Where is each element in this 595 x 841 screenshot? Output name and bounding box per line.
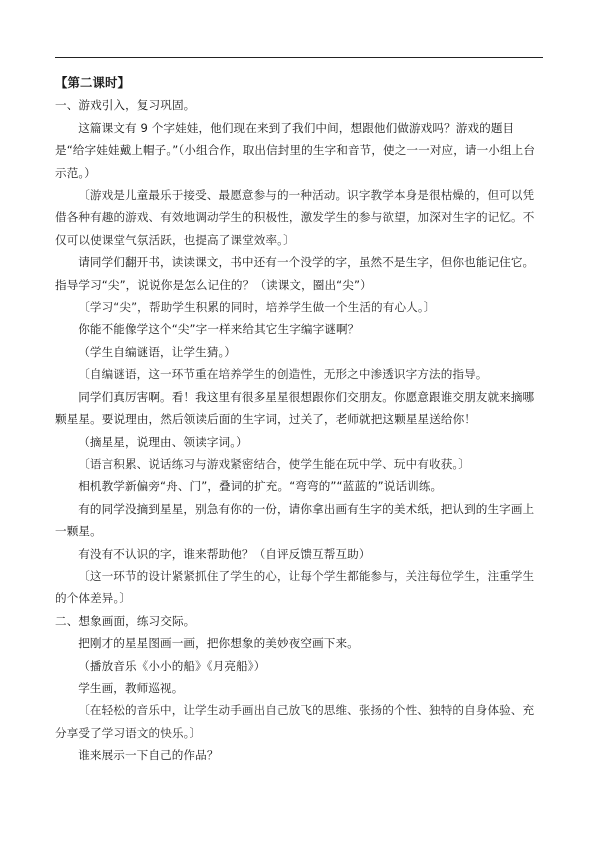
section-title: 二、想象画面，练习交际。 [55,613,196,628]
paragraph: 你能不能像学这个“尖”字一样来给其它生字编字谜啊？ [78,322,360,337]
paragraph: 有没有不认识的字，谁来帮助他？（自评反馈互帮互助） [78,546,371,561]
paragraph: 请同学们翻开书，读读课文，书中还有一个没学的字，虽然不是生字，但你也能记住它。指导学习“尖”，说说你是怎么记住的？（读课文，圈出“尖”） [55,255,535,292]
paragraph: （摘星星，说理由、领读字词。） [78,434,248,449]
paragraph: 相机教学新偏旁“舟、门”，叠词的扩充。“弯弯的”“蓝蓝的”说话训练。 [78,479,443,494]
paragraph: 这篇课文有 9 个字娃娃，他们现在来到了我们中间，想跟他们做游戏吗？游戏的题目是“给字娃娃戴上帽子。”（小组合作，取出信封里的生字和音节，使之一一对应，请一小组上台示范。） [55,120,536,180]
paragraph: 同学们真厉害啊。看！我这里有很多星星很想跟你们交朋友。你愿意跟谁交朋友就来摘哪颗星星。要说理由，然后领读后面的生字词，过关了，老师就把这颗星星送给你！ [55,389,535,427]
teaching-note: 〔这一环节的设计紧紧抓住了学生的心，让每个学生都能参与，关注每位学生，注重学生的个体差异。〕 [55,568,535,606]
teaching-note: 〔学习“尖”，帮助学生积累的同时，培养学生做一个生活的有心人。〕 [78,300,436,315]
lesson-heading: 【第二课时】 [55,75,130,90]
section-title: 一、游戏引入，复习巩固。 [55,98,196,113]
paragraph: 把刚才的星星图画一画，把你想象的美妙夜空画下来。 [78,636,359,651]
teaching-note: 〔在轻松的音乐中，让学生动手画出自己放飞的思维、张扬的个性、独特的自身体验、充分享受了学习语文的快乐。〕 [55,703,535,740]
teaching-note: 〔语言积累、说话练习与游戏紧密结合，使学生能在玩中学、玩中有收获。〕 [78,456,470,471]
paragraph: （学生自编谜语，让学生猜。） [78,344,237,359]
teaching-note: 〔游戏是儿童最乐于接受、最愿意参与的一种活动。识字教学本身是很枯燥的，但可以凭借各种有趣的游戏、有效地调动学生的积极性，激发学生的参与欲望，加深对生字的记忆。不仅可以使课堂气氛活跃，也提高了课堂效率。〕 [55,188,535,247]
teaching-note: 〔自编谜语，这一环节重在培养学生的创造性，无形之中渗透识字方法的指导。 [78,367,488,382]
paragraph: 谁来展示一下自己的作品？ [78,748,219,763]
paragraph: （播放音乐《小小的船》《月亮船》） [78,658,266,673]
document-body [55,72,543,767]
header-rule [55,57,543,58]
paragraph: 有的同学没摘到星星，别急有你的一份，请你拿出画有生字的美术纸，把认到的生字画上一颗星。 [55,501,535,539]
paragraph: 学生画，教师巡视。 [78,680,184,695]
